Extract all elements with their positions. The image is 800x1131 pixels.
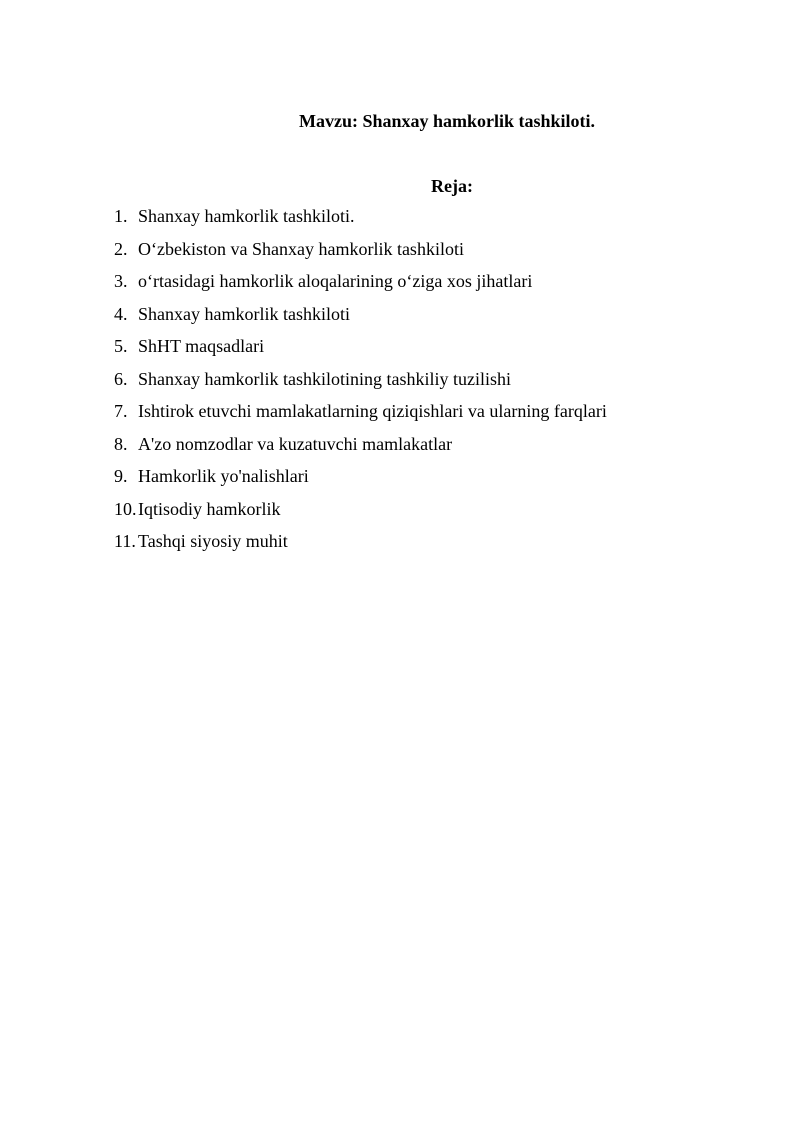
plan-item-text: Iqtisodiy hamkorlik [138,498,281,519]
plan-item-number: 4. [114,303,128,324]
plan-item-number: 5. [114,336,128,356]
plan-item-number: 9. [114,466,128,486]
plan-item [114,334,607,367]
plan-item-number: 11. [114,531,136,551]
plan-item-text: ShHT maqsadlari [138,336,265,356]
plan-item [114,269,607,302]
plan-item-text: Shanxay hamkorlik tashkilotining tashkiliy tuzilishi [138,368,511,389]
plan-item-text: Tashqi siyosiy muhit [138,531,288,551]
plan-heading: Reja: [431,176,473,196]
plan-item [114,237,607,270]
plan-item-text: A'zo nomzodlar va kuzatuvchi mamlakatlar [138,433,453,454]
plan-item-number: 8. [114,433,128,454]
plan-item [114,399,607,432]
plan-item [114,464,607,497]
plan-item [114,204,607,237]
document-title: Mavzu: Shanxay hamkorlik tashkiloti. [299,111,596,131]
plan-item-number: 3. [114,271,128,291]
plan-item-text: Ishtirok etuvchi mamlakatlarning qiziqishlari va ularning farqlari [138,401,607,421]
plan-item [114,497,607,530]
plan-item-number: 7. [114,401,128,421]
plan-item-text: Shanxay hamkorlik tashkiloti [138,303,350,324]
plan-item [114,302,607,335]
plan-item-number: 6. [114,368,128,389]
plan-item-text: O‘zbekiston va Shanxay hamkorlik tashkiloti [138,238,464,259]
plan-item-text: Shanxay hamkorlik tashkiloti. [138,206,355,226]
plan-item [114,367,607,400]
plan-item-text: o‘rtasidagi hamkorlik aloqalarining o‘ziga xos jihatlari [138,271,533,291]
plan-item-number: 1. [114,206,128,226]
plan-item [114,432,607,465]
plan-item-number: 10. [114,498,137,519]
plan-item-text: Hamkorlik yo'nalishlari [138,466,309,486]
plan-item-number: 2. [114,238,128,259]
plan-item [114,529,607,562]
plan-list [114,204,607,562]
